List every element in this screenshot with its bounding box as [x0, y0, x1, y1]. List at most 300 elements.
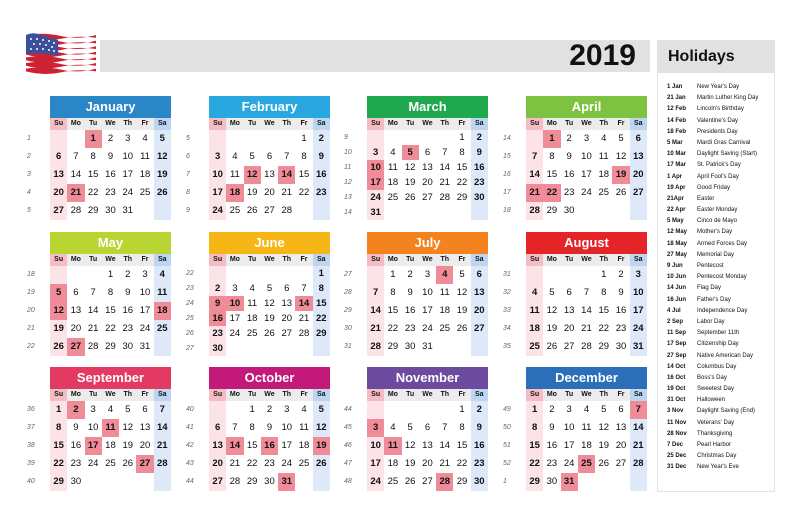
week-number: 2: [27, 153, 31, 160]
weekday-label: Sa: [313, 254, 330, 266]
date-cell: 28: [439, 192, 451, 203]
date-cell: 4: [390, 422, 396, 433]
week-number: 25: [186, 315, 194, 322]
date-cell: 1: [318, 268, 324, 279]
date-cell: 29: [316, 328, 327, 339]
date-cell: 25: [298, 458, 310, 469]
date-cell: 6: [55, 151, 62, 162]
weekday-label: Th: [436, 254, 453, 266]
week-number: 11: [344, 164, 352, 171]
holiday-date: 14 Oct: [667, 363, 686, 370]
week-number: 26: [186, 330, 194, 337]
weekday-label: Su: [526, 118, 543, 130]
date-cell: 18: [298, 440, 310, 451]
date-cell: 18: [387, 458, 399, 469]
week-number: 52: [503, 460, 511, 467]
date-cell: 16: [474, 440, 485, 451]
date-cell: 8: [55, 422, 62, 433]
date-cell: 7: [531, 151, 538, 162]
date-cell: 10: [212, 169, 223, 180]
date-cell: 28: [633, 458, 644, 469]
date-cell: 17: [212, 187, 223, 198]
holiday-name: Lincoln's Birthday: [697, 106, 744, 113]
date-cell: 17: [229, 313, 241, 324]
date-cell: 30: [122, 341, 134, 352]
month-march: [342, 96, 488, 220]
holiday-date: 10 Jun: [667, 274, 687, 281]
date-cell: 2: [566, 133, 572, 144]
weekday-header: [50, 254, 171, 266]
holiday-name: September 11th: [697, 330, 740, 337]
holiday-row: [667, 205, 773, 216]
date-cell: 3: [214, 151, 221, 162]
holiday-date: 10 Mar: [667, 151, 687, 158]
holiday-row: [667, 194, 773, 205]
weekday-label: Su: [367, 389, 384, 401]
month-february: [184, 96, 330, 220]
date-cell: 27: [212, 476, 223, 487]
week-number: 4: [27, 189, 31, 196]
date-cell: 5: [618, 133, 624, 144]
week-number: 1: [27, 135, 31, 142]
date-cell: 27: [563, 341, 575, 352]
date-cell: 22: [298, 187, 310, 198]
holiday-row: [667, 339, 773, 350]
holiday-row: [667, 138, 773, 149]
month-title: June: [209, 232, 330, 254]
date-cell: 13: [281, 298, 293, 309]
week-number: 9: [344, 134, 348, 141]
holiday-date-cell: 18: [226, 184, 243, 202]
date-cell: 23: [70, 458, 82, 469]
holiday-name: St. Patrick's Day: [697, 162, 741, 169]
date-cell: 9: [476, 147, 482, 158]
holiday-date-cell: 21: [526, 184, 543, 202]
date-cell: 2: [549, 404, 555, 415]
date-cell: 2: [266, 404, 273, 415]
date-cell: 5: [125, 404, 131, 415]
week-number: 31: [503, 271, 511, 278]
date-cell: 2: [407, 269, 413, 280]
week-number: 45: [344, 424, 352, 431]
holiday-row: [667, 362, 773, 373]
date-cell: 19: [53, 323, 64, 334]
holiday-date: 21Apr: [667, 195, 685, 202]
date-cell: 26: [546, 341, 558, 352]
date-cell: 16: [546, 440, 558, 451]
week-number: 16: [503, 171, 511, 178]
date-cell: 18: [598, 169, 610, 180]
weekday-label: We: [578, 389, 595, 401]
weekday-header: [209, 118, 330, 130]
weekday-label: Mo: [67, 389, 84, 401]
date-cell: 11: [247, 298, 258, 309]
year-title: 2019: [569, 39, 636, 72]
holiday-name: Daylight Saving (End): [697, 408, 756, 415]
weekday-label: Tu: [402, 118, 419, 130]
weekday-label: Fr: [612, 118, 629, 130]
date-cell: 25: [246, 328, 258, 339]
month-december: [501, 367, 647, 491]
holiday-date: 14 Jun: [667, 285, 687, 292]
week-number: 28: [344, 289, 352, 296]
date-cell: 16: [615, 305, 627, 316]
weekday-label: We: [261, 389, 278, 401]
date-cell: 29: [387, 341, 399, 352]
weekday-label: Su: [526, 389, 543, 401]
date-cell: 4: [601, 133, 607, 144]
week-number: 20: [27, 307, 35, 314]
date-cell: 17: [281, 440, 293, 451]
date-cell: 22: [105, 323, 116, 334]
weekday-label: Sa: [630, 389, 647, 401]
weekday-label: Th: [119, 254, 136, 266]
week-number: 46: [344, 442, 352, 449]
date-cell: 22: [387, 323, 399, 334]
holiday-row: [667, 250, 773, 261]
week-number: 49: [503, 406, 511, 413]
holiday-date-cell: 1: [85, 130, 102, 148]
week-number: 48: [344, 478, 352, 485]
holiday-date: 27 Sep: [667, 352, 687, 359]
holiday-date-cell: 17: [85, 437, 102, 455]
weekday-header: [526, 389, 647, 401]
date-cell: 14: [70, 169, 82, 180]
date-cell: 15: [246, 440, 258, 451]
weekday-label: Sa: [630, 254, 647, 266]
holiday-date-cell: 19: [313, 437, 330, 455]
holiday-date: 11 Sep: [667, 330, 687, 337]
date-cell: 23: [474, 177, 485, 188]
date-cell: 30: [105, 205, 116, 216]
holiday-date-cell: 28: [436, 473, 453, 491]
date-cell: 29: [456, 192, 468, 203]
week-number: 30: [344, 325, 352, 332]
holiday-date-cell: 19: [612, 166, 629, 184]
holiday-row: [667, 93, 773, 104]
date-cell: 14: [87, 305, 99, 316]
date-cell: 27: [264, 205, 275, 216]
holiday-row: [667, 384, 773, 395]
holidays-list: [667, 82, 773, 474]
weekday-header: [526, 254, 647, 266]
weekday-label: We: [102, 389, 119, 401]
holiday-row: [667, 306, 773, 317]
date-cell: 20: [281, 313, 293, 324]
month-may: [25, 232, 171, 356]
date-cell: 8: [459, 147, 465, 158]
date-cell: 22: [456, 177, 468, 188]
date-cell: 24: [281, 458, 293, 469]
date-cell: 3: [635, 269, 641, 280]
week-number: 40: [186, 406, 194, 413]
week-number: 1: [503, 478, 507, 485]
week-number: 27: [186, 345, 194, 352]
date-cell: 11: [157, 287, 168, 298]
date-cell: 6: [214, 422, 221, 433]
weekday-label: Tu: [561, 118, 578, 130]
weekday-label: We: [102, 118, 119, 130]
date-cell: 2: [107, 133, 114, 144]
date-cell: 7: [90, 287, 96, 298]
date-cell: 21: [281, 187, 293, 198]
date-cell: 21: [439, 458, 451, 469]
weekday-label: Th: [119, 118, 136, 130]
holiday-name: April Fool's Day: [697, 173, 739, 180]
date-cell: 22: [316, 313, 327, 324]
holidays-panel: [657, 40, 775, 492]
date-cell: 13: [139, 422, 151, 433]
date-cell: 6: [73, 287, 79, 298]
date-cell: 30: [615, 341, 627, 352]
week-number: 18: [503, 207, 511, 214]
date-cell: 6: [635, 133, 641, 144]
weekday-label: Mo: [384, 254, 401, 266]
holiday-date-cell: 5: [50, 284, 67, 302]
date-cell: 9: [566, 151, 572, 162]
date-cell: 30: [404, 341, 416, 352]
date-cell: 22: [598, 323, 610, 334]
holiday-row: [667, 172, 773, 183]
holiday-date-cell: 14: [226, 437, 243, 455]
holiday-name: Cinco de Mayo: [697, 218, 738, 225]
date-cell: 5: [266, 283, 273, 294]
date-cell: 30: [474, 476, 485, 487]
holiday-date: 18 Feb: [667, 128, 687, 135]
weekday-label: We: [102, 254, 119, 266]
holiday-date: 27 May: [667, 251, 688, 258]
date-cell: 23: [404, 323, 416, 334]
holiday-row: [667, 462, 773, 473]
holiday-date-cell: 31: [561, 473, 578, 491]
date-cell: 25: [439, 323, 451, 334]
week-number: 35: [503, 343, 511, 350]
week-number: 13: [344, 194, 352, 201]
holiday-date: 9 Jun: [667, 263, 683, 269]
date-cell: 15: [387, 305, 399, 316]
date-cell: 15: [298, 169, 310, 180]
weekday-label: Sa: [154, 118, 171, 130]
weekday-label: Th: [595, 254, 612, 266]
date-cell: 20: [563, 323, 575, 334]
date-cell: 29: [529, 476, 540, 487]
date-cell: 10: [581, 151, 592, 162]
holiday-date: 3 Nov: [667, 408, 684, 415]
weekday-label: Tu: [244, 254, 261, 266]
date-cell: 23: [563, 187, 575, 198]
date-cell: 21: [157, 440, 168, 451]
date-cell: 24: [563, 458, 575, 469]
week-number: 24: [186, 300, 194, 307]
holiday-row: [667, 160, 773, 171]
date-cell: 20: [53, 187, 64, 198]
date-cell: 4: [301, 404, 307, 415]
weekday-label: We: [578, 254, 595, 266]
week-number: 38: [27, 442, 35, 449]
date-cell: 24: [229, 328, 241, 339]
date-cell: 9: [107, 151, 114, 162]
date-cell: 10: [370, 440, 381, 451]
holiday-name: Labor Day: [697, 318, 725, 325]
week-number: 27: [344, 271, 352, 278]
date-cell: 26: [316, 458, 327, 469]
date-cell: 7: [159, 404, 165, 415]
week-number: 33: [503, 307, 511, 314]
holiday-date-cell: 18: [154, 302, 171, 320]
holiday-date: 5 May: [667, 218, 684, 225]
date-cell: 18: [581, 440, 592, 451]
weekday-label: Su: [367, 118, 384, 130]
date-cell: 21: [370, 323, 381, 334]
date-cell: 5: [407, 422, 413, 433]
date-cell: 7: [232, 422, 238, 433]
date-cell: 19: [157, 169, 168, 180]
date-cell: 6: [424, 147, 431, 158]
date-cell: 24: [422, 323, 433, 334]
date-cell: 12: [264, 298, 275, 309]
holiday-date-cell: 1: [543, 130, 560, 148]
date-cell: 3: [232, 283, 238, 294]
date-cell: 7: [442, 147, 448, 158]
holiday-date: 31 Oct: [667, 397, 686, 404]
date-cell: 6: [618, 404, 624, 415]
week-number: 40: [27, 478, 35, 485]
date-cell: 13: [422, 440, 433, 451]
date-cell: 18: [105, 440, 116, 451]
date-cell: 20: [212, 458, 223, 469]
weekday-label: Tu: [402, 254, 419, 266]
date-cell: 24: [633, 323, 644, 334]
date-cell: 18: [139, 169, 151, 180]
date-cell: 21: [439, 177, 451, 188]
date-cell: 11: [140, 151, 150, 162]
holiday-row: [667, 328, 773, 339]
month-title: August: [526, 232, 647, 254]
holiday-name: Sweetest Day: [697, 386, 735, 393]
week-number: 44: [344, 406, 352, 413]
date-cell: 13: [563, 305, 575, 316]
date-cell: 15: [456, 440, 468, 451]
date-cell: 24: [122, 187, 134, 198]
date-cell: 19: [404, 177, 416, 188]
date-cell: 22: [529, 458, 540, 469]
date-cell: 15: [105, 305, 116, 316]
date-cell: 4: [142, 133, 148, 144]
date-cell: 23: [474, 458, 485, 469]
date-cell: 8: [390, 287, 396, 298]
date-cell: 27: [422, 476, 433, 487]
date-cell: 27: [53, 205, 64, 216]
holiday-row: [667, 283, 773, 294]
month-january: [25, 96, 171, 220]
date-cell: 1: [301, 133, 307, 144]
date-cell: 6: [566, 287, 572, 298]
date-cell: 6: [284, 283, 290, 294]
weekday-label: Mo: [226, 389, 243, 401]
holiday-name: Valentine's Day: [697, 117, 739, 124]
date-cell: 15: [456, 162, 468, 173]
holiday-name: Pentecost Monday: [697, 274, 747, 281]
date-cell: 20: [139, 440, 151, 451]
date-cell: 4: [583, 404, 590, 415]
weekday-label: Fr: [295, 118, 312, 130]
date-cell: 15: [316, 298, 327, 309]
date-cell: 26: [615, 187, 627, 198]
date-cell: 20: [615, 440, 627, 451]
date-cell: 26: [598, 458, 610, 469]
holiday-date: 19 Oct: [667, 386, 686, 393]
week-number: 18: [27, 271, 35, 278]
month-april: [501, 96, 647, 220]
date-cell: 14: [439, 162, 451, 173]
date-cell: 19: [264, 313, 275, 324]
date-cell: 13: [264, 169, 275, 180]
date-cell: 30: [212, 343, 223, 354]
date-cell: 11: [299, 422, 309, 433]
weekday-label: Su: [50, 254, 67, 266]
date-cell: 9: [549, 422, 555, 433]
holiday-row: [667, 127, 773, 138]
holiday-date-cell: 14: [295, 296, 312, 311]
holiday-row: [667, 272, 773, 283]
date-cell: 1: [459, 404, 465, 415]
week-number: 31: [344, 343, 352, 350]
date-cell: 2: [318, 133, 324, 144]
holiday-name: Easter: [697, 195, 715, 202]
weekday-label: Fr: [453, 254, 470, 266]
week-number: 9: [186, 207, 190, 214]
date-cell: 24: [370, 192, 381, 203]
date-cell: 16: [105, 169, 116, 180]
date-cell: 14: [370, 305, 381, 316]
date-cell: 26: [404, 192, 416, 203]
date-cell: 28: [229, 476, 241, 487]
date-cell: 19: [246, 187, 258, 198]
weekday-label: Su: [367, 254, 384, 266]
holiday-name: Veterans' Day: [697, 419, 735, 426]
date-cell: 25: [105, 458, 116, 469]
date-cell: 12: [404, 162, 416, 173]
date-cell: 21: [229, 458, 241, 469]
week-number: 5: [186, 135, 190, 142]
date-cell: 4: [390, 147, 396, 158]
date-cell: 13: [474, 287, 485, 298]
month-september: [25, 367, 171, 491]
holiday-row: [667, 351, 773, 362]
date-cell: 31: [422, 341, 433, 352]
week-number: 5: [27, 207, 31, 214]
date-cell: 10: [563, 422, 575, 433]
date-cell: 7: [73, 151, 79, 162]
date-cell: 28: [70, 205, 82, 216]
date-cell: 29: [456, 476, 468, 487]
date-cell: 14: [157, 422, 168, 433]
holiday-date: 28 Nov: [667, 430, 687, 437]
date-cell: 4: [249, 283, 255, 294]
holiday-date: 31 Dec: [667, 464, 687, 471]
weekday-label: Sa: [630, 118, 647, 130]
holiday-row: [667, 395, 773, 406]
holiday-row: [667, 373, 773, 384]
holiday-date: 14 Feb: [667, 117, 687, 124]
holiday-date: 1 Apr: [667, 173, 683, 180]
holiday-name: Armed Forces Day: [697, 240, 748, 247]
weekday-label: Su: [50, 118, 67, 130]
holiday-name: Father's Day: [697, 296, 731, 303]
weekday-label: Fr: [453, 389, 470, 401]
date-cell: 26: [456, 323, 468, 334]
holiday-date-cell: 10: [367, 160, 384, 175]
